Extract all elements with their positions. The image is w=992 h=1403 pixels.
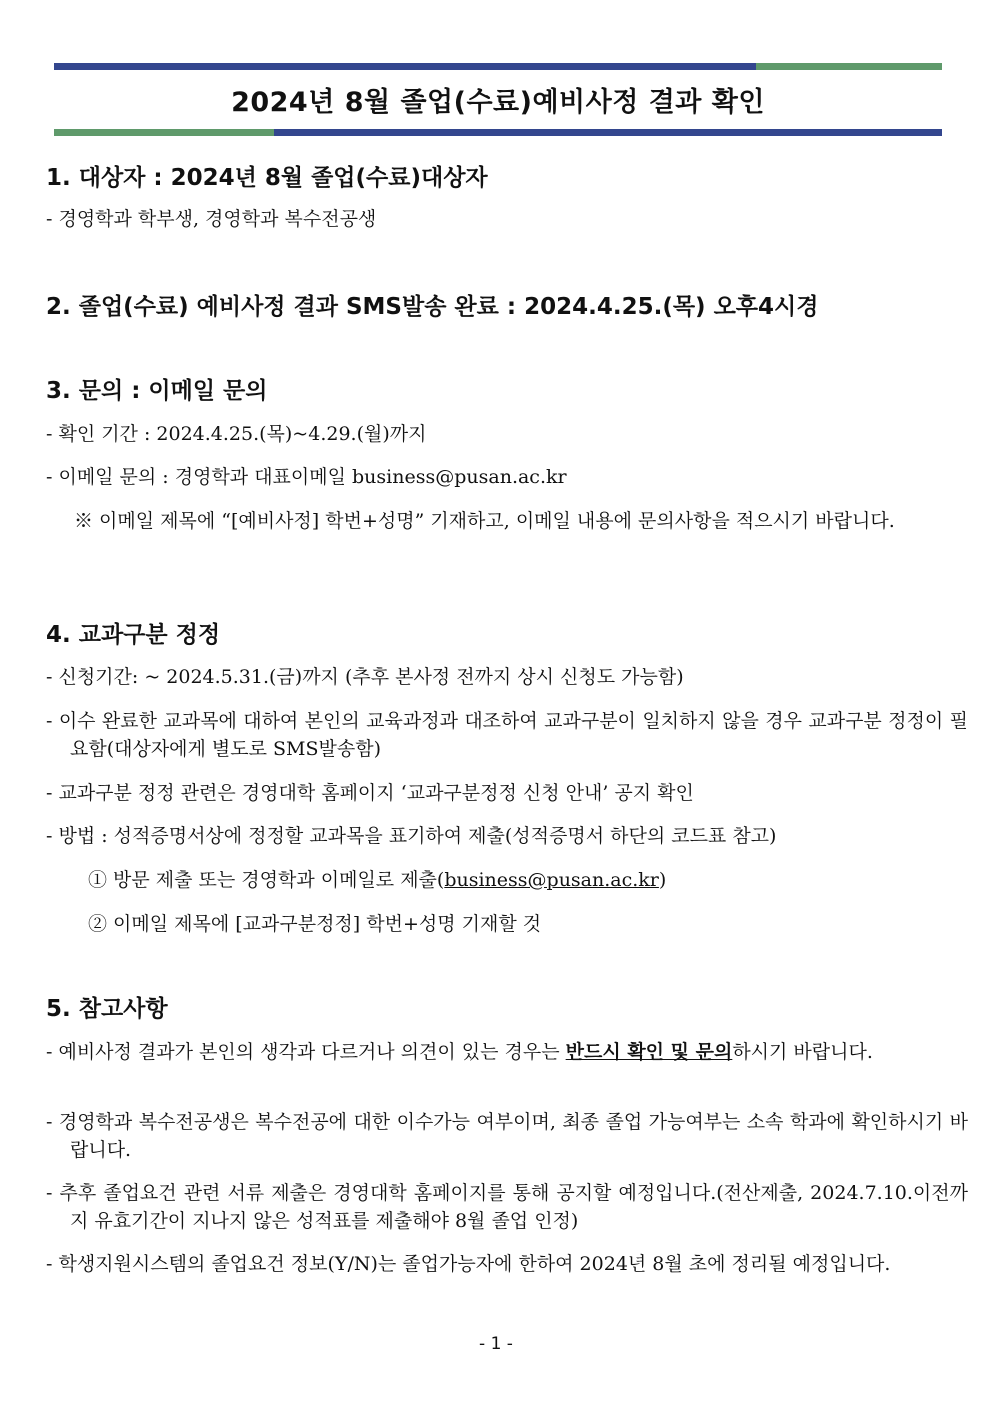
- section-5-line-2: - 경영학과 복수전공생은 복수전공에 대한 이수가능 여부이며, 최종 졸업 가능여부는 소속 학과에 확인하시기 바랍니다.: [46, 1111, 968, 1161]
- section-4-item-1: [88, 866, 986, 894]
- section-4-item-2: ② 이메일 제목에 [교과구분정정] 학번+성명 기재할 것: [88, 913, 542, 935]
- section-5-line-1: [46, 1038, 968, 1066]
- item-1-text: ① 방문 제출 또는 경영학과 이메일로 제출(: [88, 869, 445, 891]
- top-rule-blue: [54, 63, 756, 70]
- section-4-condition: - 이수 완료한 교과목에 대하여 본인의 교육과정과 대조하여 교과구분이 일치하지 않을 경우 교과구분 정정이 필요함(대상자에게 별도로 SMS발송함): [46, 710, 968, 760]
- email-link[interactable]: business@pusan.ac.kr: [444, 869, 659, 891]
- section-5-line-4: - 학생지원시스템의 졸업요건 정보(Y/N)는 졸업가능자에 한하여 2024년 8월 초에 정리될 예정입니다.: [46, 1253, 891, 1275]
- section-4-method: - 방법 : 성적증명서상에 정정할 교과목을 표기하여 제출(성적증명서 하단의 코드표 참고): [46, 825, 777, 847]
- line-1-end: 하시기 바랍니다.: [732, 1041, 873, 1063]
- section-3-note: ※ 이메일 제목에 “[예비사정] 학번+성명” 기재하고, 이메일 내용에 문의사항을 적으시기 바랍니다.: [74, 510, 895, 532]
- line-1-text: - 예비사정 결과가 본인의 생각과 다르거나 의견이 있는 경우는: [46, 1041, 566, 1063]
- section-1-line: - 경영학과 학부생, 경영학과 복수전공생: [46, 208, 377, 230]
- section-5-line-3: - 추후 졸업요건 관련 서류 제출은 경영대학 홈페이지를 통해 공지할 예정입니다.(전산제출, 2024.7.10.이전까지 유효기간이 지나지 않은 성적표를 제출해야 8월 졸업 인정): [46, 1182, 968, 1232]
- section-5-heading: 5. 참고사항: [46, 996, 168, 1022]
- page-number: - 1 -: [479, 1334, 513, 1354]
- top-rule-green: [756, 63, 942, 70]
- item-1-close: ): [658, 869, 667, 891]
- line-1-emphasis: 반드시 확인 및 문의: [565, 1041, 733, 1063]
- page-title: 2024년 8월 졸업(수료)예비사정 결과 확인: [231, 87, 765, 118]
- section-4-notice: - 교과구분 정정 관련은 경영대학 홈페이지 ‘교과구분정정 신청 안내’ 공지 확인: [46, 782, 694, 804]
- bottom-rule-blue: [274, 129, 942, 136]
- section-4-heading: 4. 교과구분 정정: [46, 622, 221, 648]
- section-1-heading: 1. 대상자 : 2024년 8월 졸업(수료)대상자: [46, 165, 488, 191]
- section-3-heading: 3. 문의 : 이메일 문의: [46, 378, 268, 404]
- bottom-rule-green: [54, 129, 274, 136]
- section-3-email: - 이메일 문의 : 경영학과 대표이메일 business@pusan.ac.kr: [46, 466, 567, 488]
- section-2-heading: 2. 졸업(수료) 예비사정 결과 SMS발송 완료 : 2024.4.25.(목) 오후4시경: [46, 294, 819, 320]
- section-4-period: - 신청기간: ~ 2024.5.31.(금)까지 (추후 본사정 전까지 상시 신청도 가능함): [46, 666, 684, 688]
- section-3-period: - 확인 기간 : 2024.4.25.(목)~4.29.(월)까지: [46, 423, 427, 445]
